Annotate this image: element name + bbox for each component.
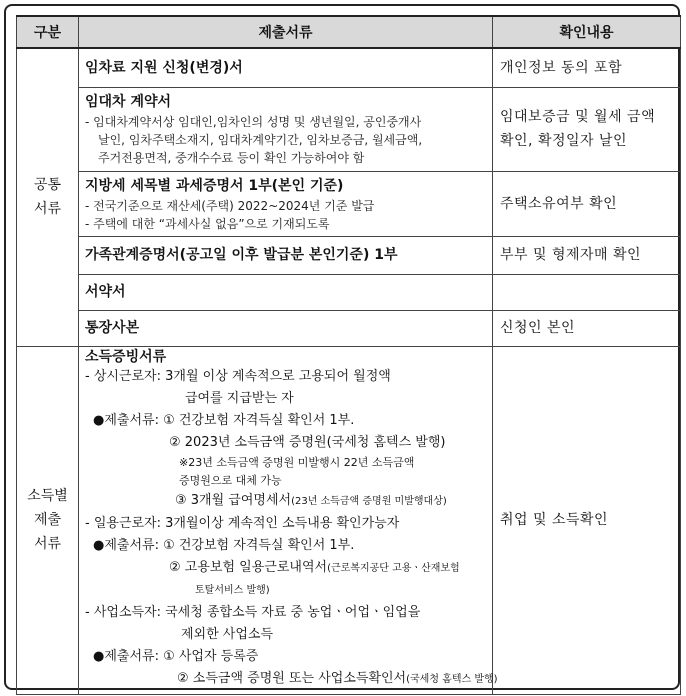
table-row bbox=[17, 171, 681, 236]
check-text: 임대보증금 및 월세 금액 bbox=[500, 109, 656, 125]
income-line-small: (23년 소득금액 증명원 미발행대상) bbox=[291, 495, 447, 507]
documents-table bbox=[16, 15, 681, 695]
document-title: 임차료 지원 신청(변경)서 bbox=[85, 59, 243, 76]
income-line-text: ② 고용보험 일용근로내역서 bbox=[169, 559, 328, 575]
check-cell bbox=[493, 236, 681, 274]
category-income bbox=[17, 346, 79, 694]
income-line: - 일용근로자: 3개월이상 계속적인 소득내용 확인가능자 bbox=[85, 515, 400, 531]
income-line: ●제출서류: ① 건강보험 자격득실 확인서 1부. bbox=[93, 537, 355, 553]
category-label: 소득별 bbox=[27, 488, 68, 504]
table-row bbox=[17, 87, 681, 171]
check-text: 확인, 확정일자 날인 bbox=[500, 133, 628, 149]
check-text: 취업 및 소득확인 bbox=[500, 512, 609, 528]
document-cell bbox=[79, 48, 493, 87]
document-detail: 날인, 임차주택소재지, 임대차계약기간, 임차보증금, 월세금액, bbox=[98, 133, 423, 147]
table-row bbox=[17, 274, 681, 310]
category-label: 서류 bbox=[33, 536, 62, 552]
document-frame bbox=[4, 4, 680, 690]
income-line: - 상시근로자: 3개월 이상 계속적으로 고용되어 월정액 bbox=[85, 368, 391, 384]
check-cell bbox=[493, 87, 681, 171]
income-line: ●제출서류: ① 사업자 등록증 bbox=[93, 648, 259, 664]
check-cell bbox=[493, 171, 681, 236]
document-cell bbox=[79, 87, 493, 171]
income-line-small: (국세청 홈텍스 발행) bbox=[406, 673, 498, 685]
document-detail: - 주택에 대한 “과세사실 없음”으로 기재되도록 bbox=[85, 216, 330, 231]
check-text: 신청인 본인 bbox=[500, 320, 576, 336]
income-line: 급여를 지급받는 자 bbox=[185, 390, 294, 406]
income-line bbox=[85, 557, 486, 580]
category-label: 공통 bbox=[33, 177, 62, 194]
income-note: ※23년 소득금액 증명원 미발행시 22년 소득금액 bbox=[179, 455, 415, 469]
document-title: 지방세 세목별 과세증명서 1부(본인 기준) bbox=[85, 177, 344, 194]
income-line: 토탈서비스 발행) bbox=[195, 584, 270, 596]
table-row bbox=[17, 48, 681, 87]
header-documents: 제출서류 bbox=[79, 16, 493, 48]
income-line-text: ② 소득금액 증명원 또는 사업소득확인서 bbox=[177, 670, 407, 686]
check-text: 개인정보 동의 포함 bbox=[500, 59, 623, 76]
table-row bbox=[17, 236, 681, 274]
document-detail: - 전국기준으로 재산세(주택) 2022~2024년 기준 발급 bbox=[85, 198, 375, 213]
income-line: - 사업소득자: 국세청 종합소득 자료 중 농업ㆍ어업ㆍ임업을 bbox=[85, 604, 421, 620]
income-line bbox=[85, 490, 486, 513]
document-detail: 주거전용면적, 중개수수료 등이 확인 가능하여야 함 bbox=[98, 151, 365, 165]
header-check: 확인내용 bbox=[493, 16, 681, 48]
category-label: 서류 bbox=[33, 201, 62, 218]
document-cell bbox=[79, 310, 493, 346]
income-line-text: ③ 3개월 급여명세서 bbox=[175, 492, 292, 508]
document-title: 임대차 계약서 bbox=[85, 94, 172, 110]
check-cell bbox=[493, 346, 681, 694]
income-line bbox=[85, 668, 498, 691]
check-cell bbox=[493, 48, 681, 87]
income-line: ② 2023년 소득금액 증명원(국세청 홈텍스 발행) bbox=[169, 434, 446, 450]
table-row bbox=[17, 346, 681, 694]
document-cell bbox=[79, 171, 493, 236]
table-row bbox=[17, 310, 681, 346]
income-line: ●제출서류: ① 건강보험 자격득실 확인서 1부. bbox=[93, 412, 355, 428]
document-title: 소득증빙서류 bbox=[85, 348, 167, 365]
check-cell bbox=[493, 274, 681, 310]
header-row bbox=[17, 16, 681, 48]
check-cell bbox=[493, 310, 681, 346]
document-title: 가족관계증명서(공고일 이후 발급분 본인기준) 1부 bbox=[85, 247, 398, 263]
check-text: 부부 및 형제자매 확인 bbox=[500, 247, 642, 263]
document-cell bbox=[79, 274, 493, 310]
check-text: 주택소유여부 확인 bbox=[500, 195, 618, 212]
document-detail: - 임대차계약서상 임대인,임차인의 성명 및 생년월일, 공인중개사 bbox=[85, 115, 422, 129]
document-title: 서약서 bbox=[85, 284, 126, 300]
category-common bbox=[17, 48, 79, 346]
document-cell bbox=[79, 346, 498, 694]
document-cell bbox=[79, 236, 493, 274]
income-note: 증명원으로 대체 가능 bbox=[179, 473, 282, 487]
income-line-small: (근로복지공단 고용ㆍ산재보험 bbox=[327, 562, 460, 574]
document-title: 통장사본 bbox=[85, 320, 140, 336]
income-line: 제외한 사업소득 bbox=[181, 626, 274, 642]
header-category: 구분 bbox=[17, 16, 79, 48]
category-label: 제출 bbox=[33, 512, 62, 528]
